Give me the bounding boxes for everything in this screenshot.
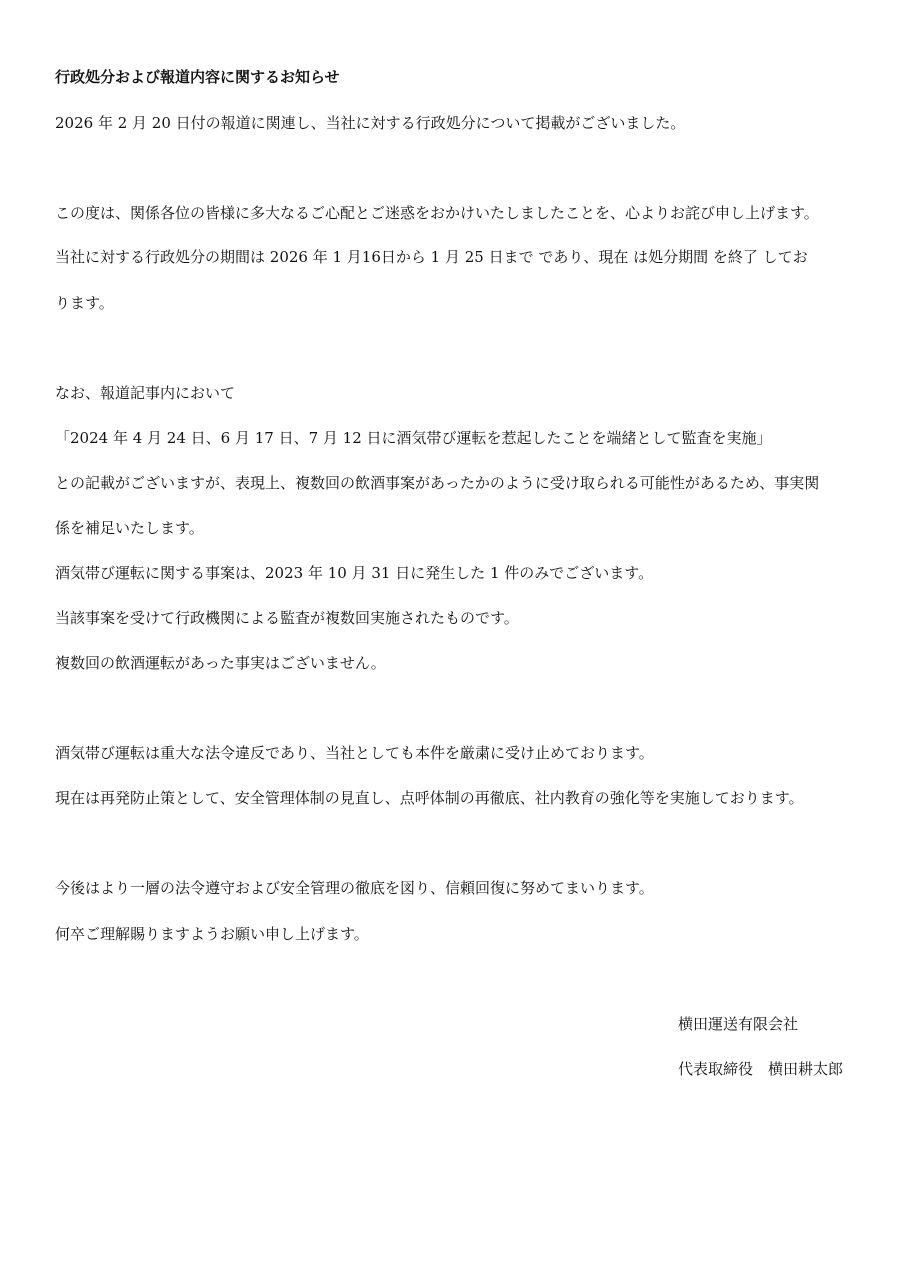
clarify-line-1: との記載がございますが、表現上、複数回の飲酒事案があったかのように受け取られる可能性があるため、事実関 <box>55 474 820 492</box>
closing-paragraph: 何卒ご理解賜りますようお願い申し上げます。 <box>55 925 369 943</box>
period-line-2: ります。 <box>55 294 114 312</box>
signature-representative: 代表取締役 横田耕太郎 <box>678 1060 844 1078</box>
fact-3: 複数回の飲酒運転があった事実はございません。 <box>55 654 386 672</box>
signature-company: 横田運送有限会社 <box>678 1015 799 1033</box>
fact-2: 当該事案を受けて行政機関による監査が複数回実施されたものです。 <box>55 609 519 627</box>
measures-paragraph: 現在は再発防止策として、安全管理体制の見直し、点呼体制の再徹底、社内教育の強化等を実施しております。 <box>55 789 804 807</box>
stance-paragraph: 酒気帯び運転は重大な法令違反であり、当社としても本件を厳粛に受け止めております。 <box>55 744 654 762</box>
fact-1: 酒気帯び運転に関する事案は、2023 年 10 月 31 日に発生した 1 件のみでございます。 <box>55 564 654 582</box>
future-paragraph: 今後はより一層の法令遵守および安全管理の徹底を図り、信頼回復に努めてまいります。 <box>55 879 654 897</box>
clarify-line-2: 係を補足いたします。 <box>55 519 204 537</box>
period-line-1: 当社に対する行政処分の期間は 2026 年 1 月16日から 1 月 25 日まで であり、現在 は処分期間 を終了 してお <box>55 248 808 266</box>
document-title: 行政処分および報道内容に関するお知らせ <box>55 68 340 86</box>
apology-paragraph: この度は、関係各位の皆様に多大なるご心配とご迷惑をおかけいたしましたことを、心よりお詫び申し上げます。 <box>55 204 819 222</box>
note-intro: なお、報道記事内において <box>55 384 236 402</box>
quoted-report: 「2024 年 4 月 24 日、6 月 17 日、7 月 12 日に酒気帯び運転を惹起したことを端緒として監査を実施」 <box>55 429 772 447</box>
intro-paragraph: 2026 年 2 月 20 日付の報道に関連し、当社に対する行政処分について掲載がございました。 <box>55 114 686 132</box>
